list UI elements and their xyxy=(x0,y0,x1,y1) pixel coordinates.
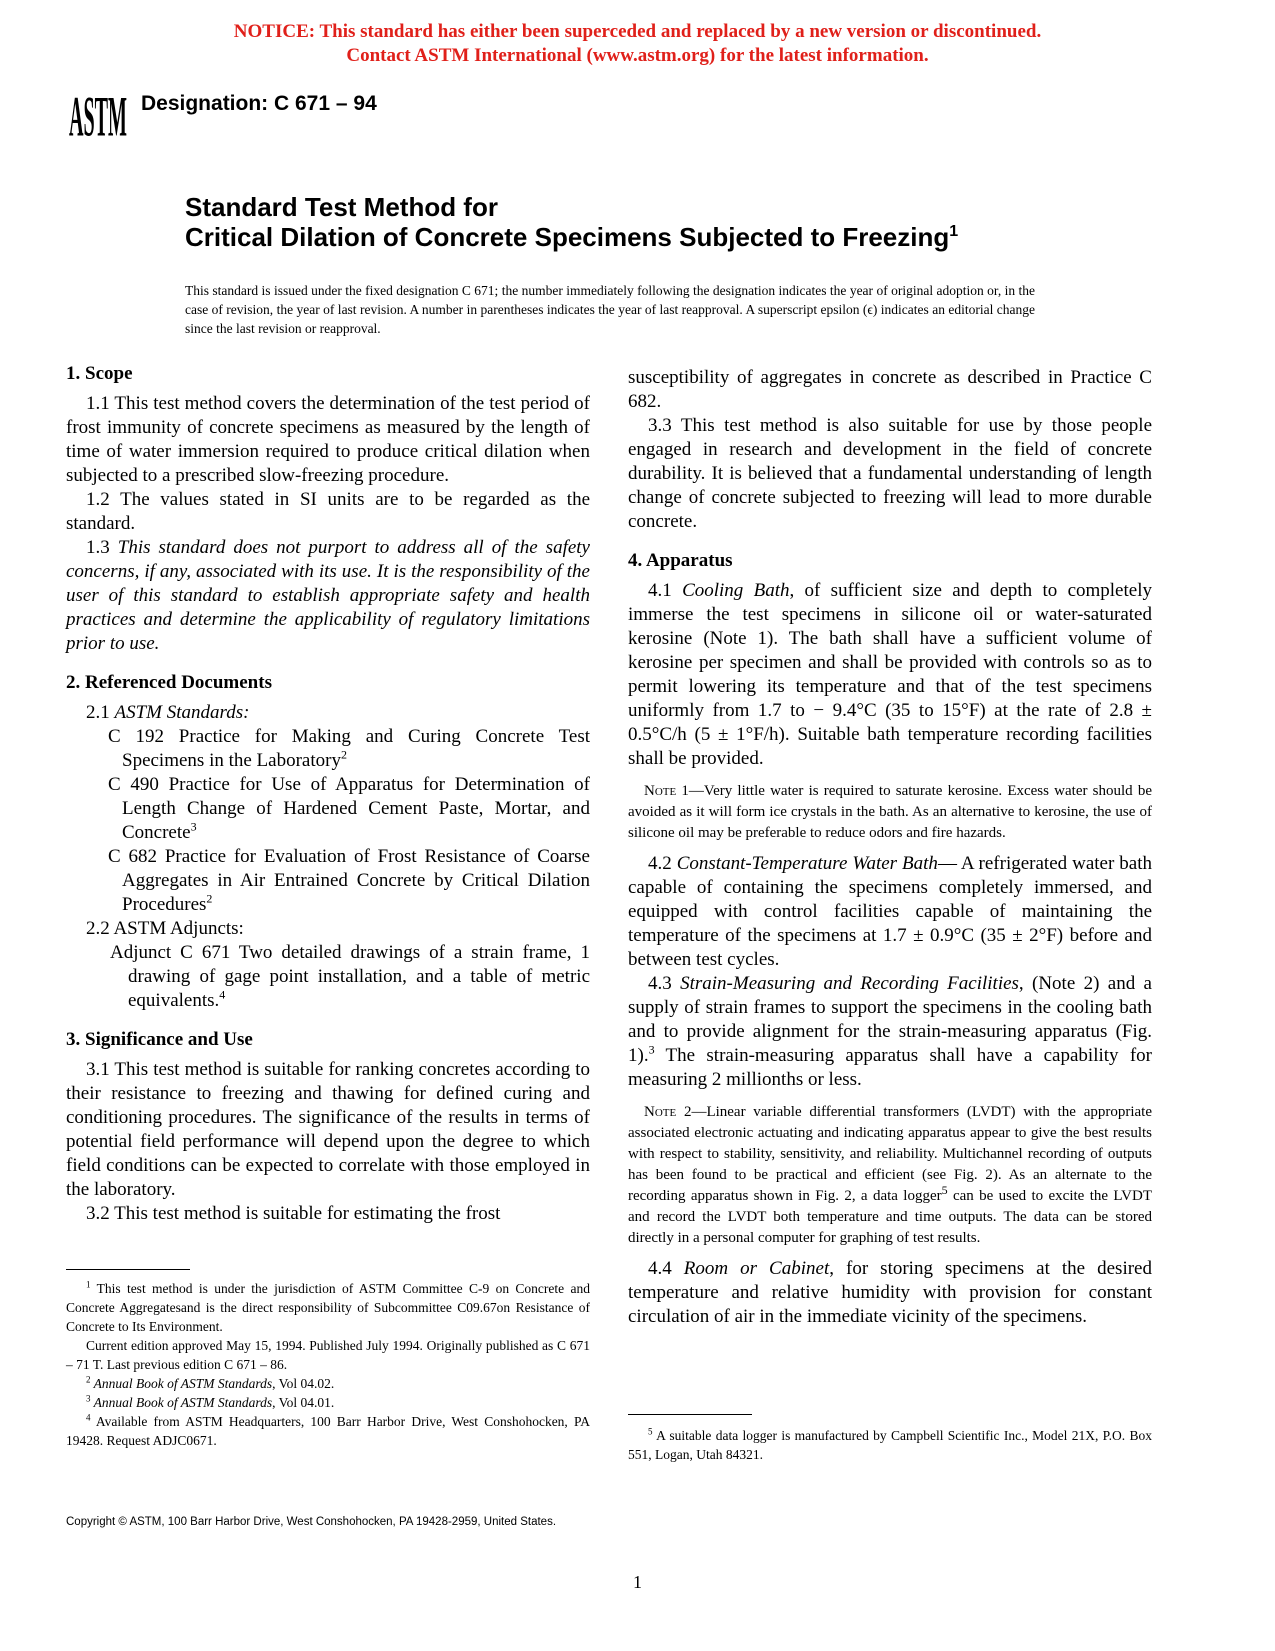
supersession-notice xyxy=(0,20,1275,68)
paragraph-3-3: 3.3 This test method is also suitable for use by those people engaged in research and development in the field of concrete durability. It is believed that a fundamental understanding of length change of concrete subjected to freezing will lead to more durable concrete. xyxy=(628,415,1152,532)
section-heading-referenced-documents: 2. Referenced Documents xyxy=(66,672,272,693)
paragraph-3-1: 3.1 This test method is suitable for ranking concretes according to their resistance to freezing and thawing for defined curing and conditioning procedures. The significance of the results in terms of potential field performance will depend upon the degree to which field conditions can be expected to correlate with those employed in the laboratory. xyxy=(66,1059,590,1200)
paragraph-3-2-continued: susceptibility of aggregates in concrete as described in Practice C 682. xyxy=(628,367,1152,412)
copyright-line: Copyright © ASTM, 100 Barr Harbor Drive, West Conshohocken, PA 19428-2959, United States. xyxy=(66,1516,557,1528)
right-column xyxy=(628,366,1152,1329)
section-heading-significance: 3. Significance and Use xyxy=(66,1029,253,1050)
title-line-1: Standard Test Method for xyxy=(185,192,498,222)
paragraph-4-2: 4.2 Constant-Temperature Water Bath— A refrigerated water bath capable of containing the specimens completely immersed, and equipped with control facilities capable of maintaining the temperature of the specimens at 1.7 ± 0.9°C (35 ± 2°F) before and between test cycles. xyxy=(628,853,1152,970)
title-footnote-ref[interactable]: 1 xyxy=(949,223,959,240)
section-heading-apparatus: 4. Apparatus xyxy=(628,550,733,571)
footnote-rule-right xyxy=(628,1414,752,1415)
astm-logo xyxy=(66,85,130,149)
footnote-1: $^1$ This test method is under the jurisdiction of ASTM Committee C-9 on Concrete and Concrete Aggregatesand is the direct responsibility of Subcommittee C09.67on Resistance of Concrete to Its Environment. xyxy=(66,1279,590,1334)
reference-c490: C 490 Practice for Use of Apparatus for Determination of Length Change of Hardened Cement Paste, Mortar, and Concrete$^3$ xyxy=(108,774,590,843)
note-2: Note 2—Linear variable differential transformers (LVDT) with the appropriate associated electronic actuating and indicating apparatus appear to give the best results with respect to stability, sensitivity, and reliability. Multichannel recording of outputs has been found to be practical and efficient (see Fig. 2). As an alternate to the recording apparatus shown in Fig. 2, a data logger$^5$ can be used to excite the LVDT and record the LVDT both temperature and time outputs. The data can be stored directly in a personal computer for graphing of test results. xyxy=(628,1104,1152,1246)
paragraph-4-1: 4.1 Cooling Bath, of sufficient size and depth to completely immerse the test specimens in silicone oil or water-saturated kerosine (Note 1). The bath shall have a sufficient volume of kerosine per specimen and shall be provided with controls so as to permit lowering its temperature and that of the test specimens uniformly from 1.7 to − 9.4°C (35 to 15°F) at the rate of 2.8 ± 0.5°C/h (5 ± 1°F/h). Suitable bath temperature recording facilities shall be provided. xyxy=(628,580,1152,769)
footnote-4: $^4$ Available from ASTM Headquarters, 100 Barr Harbor Drive, West Conshohocken, PA 19428. Request ADJC0671. xyxy=(66,1412,590,1448)
section-heading-scope: 1. Scope xyxy=(66,363,133,384)
paragraph-3-2-start: 3.2 This test method is suitable for estimating the frost xyxy=(86,1203,501,1224)
paragraph-4-4: 4.4 Room or Cabinet, for storing specimens at the desired temperature and relative humidity with provision for constant circulation of air in the immediate vicinity of the specimens. xyxy=(628,1258,1152,1327)
reference-c192: C 192 Practice for Making and Curing Concrete Test Specimens in the Laboratory$^2$ xyxy=(108,726,590,771)
left-column xyxy=(66,362,590,1226)
footnote-rule-left xyxy=(66,1269,190,1270)
adjunct-c671: Adjunct C 671 Two detailed drawings of a strain frame, 1 drawing of gage point installation, and a table of metric equivalents.$^4$ xyxy=(110,942,590,1011)
notice-line-1: NOTICE: This standard has either been superceded and replaced by a new version or discontinued. xyxy=(233,21,1042,42)
document-title xyxy=(185,192,958,252)
paragraph-4-3: 4.3 Strain-Measuring and Recording Facilities, (Note 2) and a supply of strain frames to support the specimens in the cooling bath and to provide alignment for the strain-measuring apparatus (Fig. 1).$^3$ The strain-measuring apparatus shall have a capability for measuring 2 millionths or less. xyxy=(628,973,1152,1090)
paragraph-2-1: 2.1 ASTM Standards: xyxy=(86,702,250,723)
notice-line-2: Contact ASTM International (www.astm.org) for the latest information. xyxy=(346,45,929,66)
designation: Designation: C 671 – 94 xyxy=(141,92,377,115)
paragraph-1-1: 1.1 This test method covers the determination of the test period of frost immunity of concrete specimens as measured by the length of time of water immersion required to produce critical dilation when subjected to a prescribed slow-freezing procedure. xyxy=(66,393,590,486)
footnote-1-edition: Current edition approved May 15, 1994. Published July 1994. Originally published as C 671 – 71 T. Last previous edition C 671 – 86. xyxy=(66,1338,590,1372)
footnotes-right xyxy=(628,1426,1152,1464)
footnote-2: $^2$ Annual Book of ASTM Standards, Vol 04.02. xyxy=(86,1374,335,1391)
page-number: 1 xyxy=(633,1572,642,1592)
note-1: Note 1—Very little water is required to saturate kerosine. Excess water should be avoided as it will form ice crystals in the bath. As an alternative to kerosine, the use of silicone oil may be preferable to reduce odors and fire hazards. xyxy=(628,783,1152,841)
svg-text:ASTM: ASTM xyxy=(69,85,127,149)
preamble: This standard is issued under the fixed designation C 671; the number immediately following the designation indicates the year of original adoption or, in the case of revision, the year of last revision. A number in parentheses indicates the year of last reapproval. A superscript epsilon (ϵ) indicates an editorial change since the last revision or reapproval. xyxy=(185,283,1035,336)
reference-c682: C 682 Practice for Evaluation of Frost Resistance of Coarse Aggregates in Air Entrained Concrete by Critical Dilation Procedures$^2$ xyxy=(108,846,590,915)
paragraph-2-2: 2.2 ASTM Adjuncts: xyxy=(86,918,244,939)
title-line-2: Critical Dilation of Concrete Specimens Subjected to Freezing$^1$ xyxy=(185,222,959,252)
footnotes-left xyxy=(66,1279,590,1450)
paragraph-1-2: 1.2 The values stated in SI units are to be regarded as the standard. xyxy=(66,489,590,534)
footnote-5: $^5$ A suitable data logger is manufactured by Campbell Scientific Inc., Model 21X, P.O. Box 551, Logan, Utah 84321. xyxy=(628,1426,1152,1462)
paragraph-1-3: 1.3 This standard does not purport to address all of the safety concerns, if any, associated with its use. It is the responsibility of the user of this standard to establish appropriate safety and health practices and determine the applicability of regulatory limitations prior to use. xyxy=(66,537,590,654)
footnote-3: $^3$ Annual Book of ASTM Standards, Vol 04.01. xyxy=(86,1393,335,1410)
